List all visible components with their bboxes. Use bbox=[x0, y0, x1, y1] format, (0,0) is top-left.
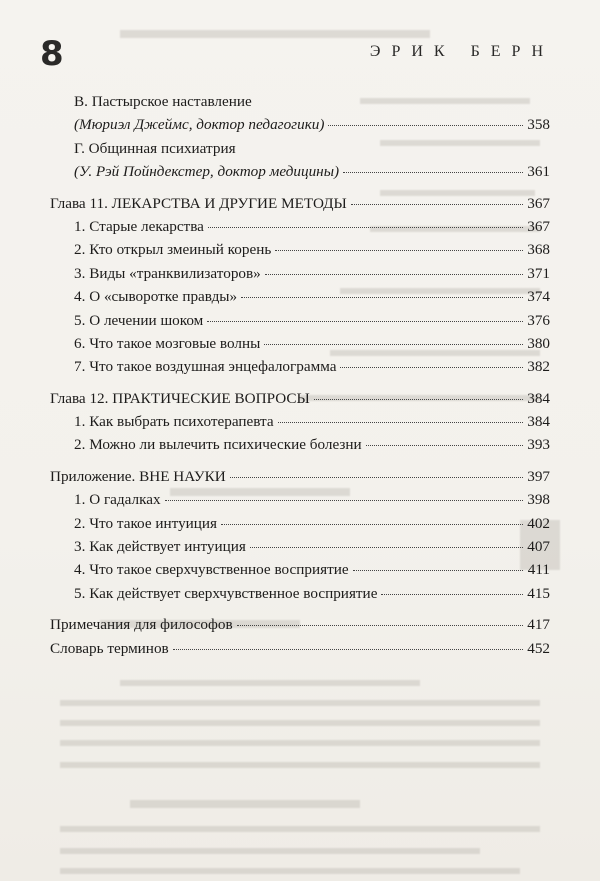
toc-page-number: 452 bbox=[527, 639, 550, 657]
toc-entry-title: В. Пастырское наставление bbox=[74, 93, 252, 110]
toc-entry bbox=[50, 358, 550, 381]
toc-entry bbox=[50, 413, 550, 436]
toc-entry-title: Глава 11. ЛЕКАРСТВА И ДРУГИЕ МЕТОДЫ bbox=[50, 194, 347, 212]
toc-page-number: 393 bbox=[527, 436, 550, 454]
toc-entry-title: Примечания для философов bbox=[50, 616, 233, 634]
toc-dot-leader bbox=[314, 399, 523, 400]
toc-entry-title: 7. Что такое воздушная энцефалограмма bbox=[74, 358, 337, 376]
toc-entry-title: 2. Кто открыл змеиный корень bbox=[74, 241, 272, 259]
toc-dot-leader bbox=[351, 204, 523, 205]
page-number: 8 bbox=[40, 34, 65, 74]
toc-entry-title: Приложение. ВНЕ НАУКИ bbox=[50, 467, 226, 485]
toc-dot-leader bbox=[275, 250, 523, 251]
running-head-author: ЭРИК БЕРН bbox=[369, 43, 554, 60]
toc-page-number: 397 bbox=[527, 467, 550, 485]
toc-dot-leader bbox=[343, 172, 523, 173]
toc-entry-title: 1. О гадалках bbox=[74, 491, 161, 509]
toc-entry bbox=[50, 288, 550, 311]
toc-entry bbox=[50, 491, 550, 514]
toc-entry bbox=[50, 265, 550, 288]
toc-entry-title: Г. Общинная психиатрия bbox=[74, 139, 236, 157]
toc-entry bbox=[50, 93, 550, 116]
toc-dot-leader bbox=[241, 297, 523, 298]
toc-chapter-entry bbox=[50, 468, 550, 491]
toc-entry bbox=[50, 116, 550, 139]
toc-entry-title: (Мюриэл Джеймс, доктор педагогики) bbox=[74, 116, 325, 134]
toc-page-number: 374 bbox=[527, 288, 550, 306]
toc-page-number: 367 bbox=[527, 217, 550, 235]
toc-dot-leader bbox=[278, 422, 523, 423]
toc-entry-title: 2. Можно ли вылечить психические болезни bbox=[74, 436, 362, 454]
toc-page-number: 402 bbox=[527, 514, 550, 532]
toc-entry-title: (У. Рэй Пойндекстер, доктор медицины) bbox=[74, 163, 340, 181]
toc-entry-title: 3. Как действует интуиция bbox=[74, 538, 246, 556]
toc-entry bbox=[50, 515, 550, 538]
toc-page-number: 382 bbox=[527, 358, 550, 376]
page-header bbox=[0, 0, 600, 96]
toc-dot-leader bbox=[381, 594, 523, 595]
toc-entry-title: 6. Что такое мозговые волны bbox=[74, 334, 261, 352]
toc-entry bbox=[50, 312, 550, 335]
toc-dot-leader bbox=[264, 344, 523, 345]
toc-page-number: 384 bbox=[527, 389, 550, 407]
toc-entry bbox=[50, 218, 550, 241]
toc-dot-leader bbox=[265, 274, 523, 275]
toc-dot-leader bbox=[340, 367, 523, 368]
toc-entry-title: 4. О «сыворотке правды» bbox=[74, 288, 238, 306]
toc-page-number: 380 bbox=[527, 334, 550, 352]
toc-entry bbox=[50, 163, 550, 186]
toc-entry bbox=[50, 140, 550, 163]
toc-entry-title: 1. Старые лекарства bbox=[74, 217, 204, 235]
toc-page-number: 415 bbox=[527, 584, 550, 602]
toc-dot-leader bbox=[207, 321, 523, 322]
toc-entry bbox=[50, 585, 550, 608]
toc-page-number: 371 bbox=[527, 264, 550, 282]
toc-page-number: 358 bbox=[527, 116, 550, 134]
toc-dot-leader bbox=[230, 477, 523, 478]
toc-dot-leader bbox=[353, 570, 523, 571]
toc-entry-title: 3. Виды «транквилизаторов» bbox=[74, 264, 261, 282]
toc-chapter-entry bbox=[50, 195, 550, 218]
toc-chapter-entry bbox=[50, 390, 550, 413]
toc-entry-title: Словарь терминов bbox=[50, 639, 169, 657]
toc-chapter-entry bbox=[50, 616, 550, 639]
toc-entry-title: Глава 12. ПРАКТИЧЕСКИЕ ВОПРОСЫ bbox=[50, 389, 310, 407]
toc-page-number: 376 bbox=[527, 311, 550, 329]
toc-entry bbox=[50, 640, 550, 663]
toc-entry-title: 4. Что такое сверхчувственное восприятие bbox=[74, 561, 349, 579]
toc-page-number: 407 bbox=[527, 538, 550, 556]
toc-entry-title: 5. Как действует сверхчувственное восприятие bbox=[74, 584, 378, 602]
toc-page-number: 368 bbox=[527, 241, 550, 259]
toc-page-number: 367 bbox=[527, 194, 550, 212]
toc-dot-leader bbox=[237, 625, 523, 626]
toc-dot-leader bbox=[173, 649, 523, 650]
toc-entry bbox=[50, 561, 550, 584]
toc-page-number: 384 bbox=[527, 413, 550, 431]
toc-entry-title: 2. Что такое интуиция bbox=[74, 514, 218, 532]
toc-page-number: 398 bbox=[527, 491, 550, 509]
toc-dot-leader bbox=[221, 524, 523, 525]
toc-dot-leader bbox=[328, 125, 523, 126]
toc-dot-leader bbox=[208, 227, 523, 228]
table-of-contents bbox=[50, 93, 550, 663]
toc-entry bbox=[50, 335, 550, 358]
toc-page-number: 361 bbox=[527, 163, 550, 181]
toc-dot-leader bbox=[366, 445, 523, 446]
toc-entry bbox=[50, 538, 550, 561]
toc-entry bbox=[50, 241, 550, 264]
toc-dot-leader bbox=[250, 547, 523, 548]
toc-entry-title: 1. Как выбрать психотерапевта bbox=[74, 413, 274, 431]
toc-page-number: 411 bbox=[527, 561, 550, 579]
toc-entry bbox=[50, 436, 550, 459]
toc-page-number: 417 bbox=[527, 616, 550, 634]
toc-entry-title: 5. О лечении шоком bbox=[74, 311, 204, 329]
toc-dot-leader bbox=[165, 500, 523, 501]
